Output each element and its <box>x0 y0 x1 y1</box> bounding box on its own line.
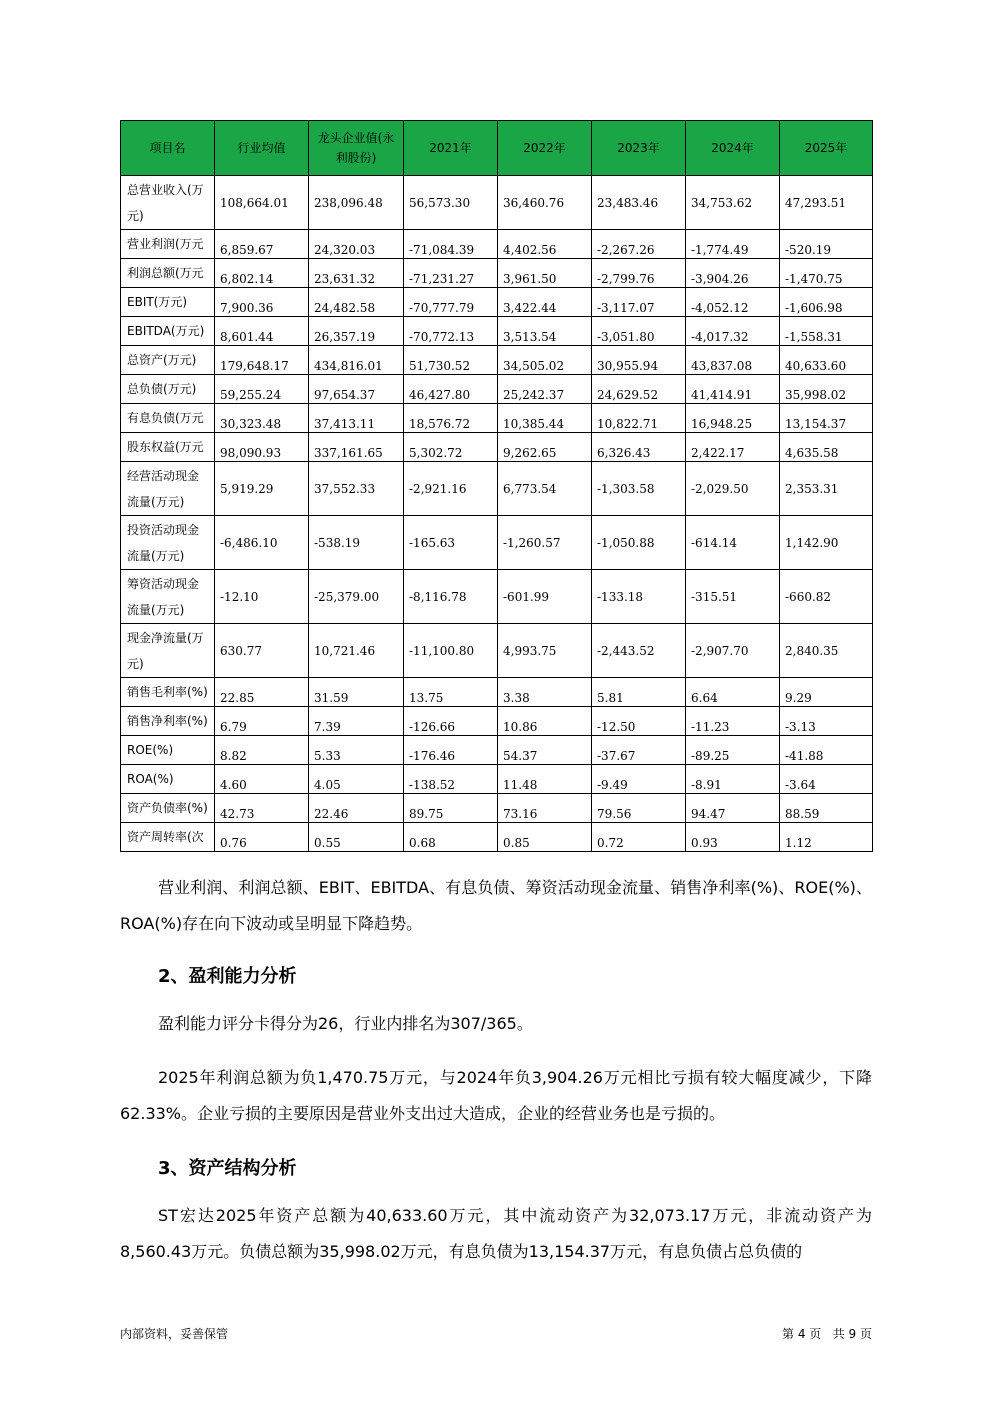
table-cell: 34,753.62 <box>686 176 780 230</box>
table-row <box>121 462 873 516</box>
table-cell: -165.63 <box>404 516 498 570</box>
table-cell: -520.19 <box>780 230 873 259</box>
table-cell: -37.67 <box>592 736 686 765</box>
table-cell: 10.86 <box>498 707 592 736</box>
table-cell: 6.79 <box>215 707 309 736</box>
table-cell: -3,904.26 <box>686 259 780 288</box>
header-year-2022: 2022年 <box>498 121 592 176</box>
table-cell: -41.88 <box>780 736 873 765</box>
table-cell: -315.51 <box>686 570 780 624</box>
financial-indicator-table <box>120 120 873 852</box>
header-year-2024: 2024年 <box>686 121 780 176</box>
table-cell: 7,900.36 <box>215 288 309 317</box>
table-row <box>121 570 873 624</box>
table-cell: 4,993.75 <box>498 624 592 678</box>
table-cell: 24,629.52 <box>592 375 686 404</box>
table-cell: 30,323.48 <box>215 404 309 433</box>
table-cell: 94.47 <box>686 794 780 823</box>
row-label: 现金净流量(万元) <box>121 624 215 678</box>
table-cell: 31.59 <box>309 678 404 707</box>
table-cell: 3,961.50 <box>498 259 592 288</box>
table-cell: 6,802.14 <box>215 259 309 288</box>
table-cell: 434,816.01 <box>309 346 404 375</box>
table-row <box>121 259 873 288</box>
table-cell: 2,840.35 <box>780 624 873 678</box>
table-cell: 56,573.30 <box>404 176 498 230</box>
table-cell: 108,664.01 <box>215 176 309 230</box>
table-cell: -70,777.79 <box>404 288 498 317</box>
row-label: 资产周转率(次 <box>121 823 215 852</box>
table-cell: 42.73 <box>215 794 309 823</box>
table-cell: 89.75 <box>404 794 498 823</box>
table-cell: -601.99 <box>498 570 592 624</box>
table-cell: -3.13 <box>780 707 873 736</box>
table-cell: -89.25 <box>686 736 780 765</box>
table-cell: 3,513.54 <box>498 317 592 346</box>
table-cell: -11.23 <box>686 707 780 736</box>
table-cell: -1,470.75 <box>780 259 873 288</box>
table-cell: 30,955.94 <box>592 346 686 375</box>
table-cell: -2,799.76 <box>592 259 686 288</box>
table-cell: -126.66 <box>404 707 498 736</box>
table-cell: -176.46 <box>404 736 498 765</box>
table-cell: 1.12 <box>780 823 873 852</box>
table-cell: -8,116.78 <box>404 570 498 624</box>
table-cell: -538.19 <box>309 516 404 570</box>
table-cell: 22.46 <box>309 794 404 823</box>
row-label: ROE(%) <box>121 736 215 765</box>
row-label: 销售净利率(%) <box>121 707 215 736</box>
table-cell: 5.33 <box>309 736 404 765</box>
row-label: 经营活动现金流量(万元) <box>121 462 215 516</box>
table-cell: 26,357.19 <box>309 317 404 346</box>
table-cell: -4,052.12 <box>686 288 780 317</box>
table-cell: 9.29 <box>780 678 873 707</box>
table-cell: 337,161.65 <box>309 433 404 462</box>
table-cell: 0.68 <box>404 823 498 852</box>
table-cell: 10,721.46 <box>309 624 404 678</box>
table-row <box>121 230 873 259</box>
table-cell: 8.82 <box>215 736 309 765</box>
table-cell: -3.64 <box>780 765 873 794</box>
table-cell: -11,100.80 <box>404 624 498 678</box>
table-cell: 6.64 <box>686 678 780 707</box>
table-cell: 5.81 <box>592 678 686 707</box>
table-cell: 179,648.17 <box>215 346 309 375</box>
table-cell: 11.48 <box>498 765 592 794</box>
table-cell: 238,096.48 <box>309 176 404 230</box>
profit-analysis-paragraph: 2025年利润总额为负1,470.75万元，与2024年负3,904.26万元相比亏损有较大幅度减少，下降62.33%。企业亏损的主要原因是营业外支出过大造成，企业的经营业务也是亏损的。 <box>120 1068 872 1123</box>
table-cell: -1,050.88 <box>592 516 686 570</box>
row-label: 筹资活动现金流量(万元) <box>121 570 215 624</box>
profitability-score-paragraph: 盈利能力评分卡得分为26，行业内排名为307/365。 <box>158 1014 533 1033</box>
section-heading-profitability: 2、盈利能力分析 <box>158 966 297 987</box>
table-cell: -2,921.16 <box>404 462 498 516</box>
table-cell: 18,576.72 <box>404 404 498 433</box>
table-cell: 13.75 <box>404 678 498 707</box>
table-cell: -138.52 <box>404 765 498 794</box>
table-cell: 46,427.80 <box>404 375 498 404</box>
header-year-2025: 2025年 <box>780 121 873 176</box>
table-cell: 4.60 <box>215 765 309 794</box>
table-cell: -1,303.58 <box>592 462 686 516</box>
table-row <box>121 707 873 736</box>
table-cell: 630.77 <box>215 624 309 678</box>
table-cell: 2,353.31 <box>780 462 873 516</box>
header-industry-average: 行业均值 <box>215 121 309 176</box>
section-heading-asset-structure: 3、资产结构分析 <box>158 1158 297 1179</box>
row-label: ROA(%) <box>121 765 215 794</box>
table-cell: -25,379.00 <box>309 570 404 624</box>
table-cell: 25,242.37 <box>498 375 592 404</box>
table-cell: 23,631.32 <box>309 259 404 288</box>
table-cell: 6,859.67 <box>215 230 309 259</box>
table-cell: 24,482.58 <box>309 288 404 317</box>
table-cell: 73.16 <box>498 794 592 823</box>
table-cell: 10,822.71 <box>592 404 686 433</box>
table-cell: 10,385.44 <box>498 404 592 433</box>
table-cell: -9.49 <box>592 765 686 794</box>
table-cell: -71,231.27 <box>404 259 498 288</box>
table-cell: 36,460.76 <box>498 176 592 230</box>
table-cell: -8.91 <box>686 765 780 794</box>
table-row <box>121 823 873 852</box>
table-cell: 7.39 <box>309 707 404 736</box>
table-row <box>121 736 873 765</box>
table-cell: 0.72 <box>592 823 686 852</box>
table-header-row <box>121 121 873 176</box>
row-label: 销售毛利率(%) <box>121 678 215 707</box>
table-cell: 0.55 <box>309 823 404 852</box>
table-row <box>121 404 873 433</box>
row-label: 有息负债(万元 <box>121 404 215 433</box>
table-cell: 3.38 <box>498 678 592 707</box>
table-cell: 5,302.72 <box>404 433 498 462</box>
table-cell: 13,154.37 <box>780 404 873 433</box>
table-cell: 51,730.52 <box>404 346 498 375</box>
table-cell: 4,635.58 <box>780 433 873 462</box>
table-cell: 79.56 <box>592 794 686 823</box>
row-label: 股东权益(万元 <box>121 433 215 462</box>
row-label: EBIT(万元) <box>121 288 215 317</box>
table-cell: 6,773.54 <box>498 462 592 516</box>
table-cell: 1,142.90 <box>780 516 873 570</box>
table-cell: -71,084.39 <box>404 230 498 259</box>
table-cell: 43,837.08 <box>686 346 780 375</box>
table-cell: 6,326.43 <box>592 433 686 462</box>
table-row <box>121 765 873 794</box>
table-cell: -2,907.70 <box>686 624 780 678</box>
table-cell: 37,552.33 <box>309 462 404 516</box>
row-label: EBITDA(万元) <box>121 317 215 346</box>
table-row <box>121 794 873 823</box>
row-label: 营业利润(万元 <box>121 230 215 259</box>
table-cell: -12.50 <box>592 707 686 736</box>
row-label: 总资产(万元) <box>121 346 215 375</box>
row-label: 利润总额(万元 <box>121 259 215 288</box>
table-cell: 88.59 <box>780 794 873 823</box>
table-cell: 34,505.02 <box>498 346 592 375</box>
table-cell: 0.93 <box>686 823 780 852</box>
table-cell: 3,422.44 <box>498 288 592 317</box>
header-year-2023: 2023年 <box>592 121 686 176</box>
table-cell: 16,948.25 <box>686 404 780 433</box>
table-cell: 0.85 <box>498 823 592 852</box>
table-cell: 5,919.29 <box>215 462 309 516</box>
table-row <box>121 375 873 404</box>
table-row <box>121 288 873 317</box>
row-label: 投资活动现金流量(万元) <box>121 516 215 570</box>
table-cell: -1,774.49 <box>686 230 780 259</box>
table-cell: 41,414.91 <box>686 375 780 404</box>
table-cell: -1,558.31 <box>780 317 873 346</box>
table-row <box>121 678 873 707</box>
trend-paragraph: 营业利润、利润总额、EBIT、EBITDA、有息负债、筹资活动现金流量、销售净利率(%)、ROE(%)、ROA(%)存在向下波动或呈明显下降趋势。 <box>120 878 872 933</box>
table-cell: 4.05 <box>309 765 404 794</box>
table-cell: 8,601.44 <box>215 317 309 346</box>
table-cell: 54.37 <box>498 736 592 765</box>
table-cell: 24,320.03 <box>309 230 404 259</box>
footer-confidential-note: 内部资料，妥善保管 <box>120 1327 229 1341</box>
table-cell: 35,998.02 <box>780 375 873 404</box>
table-cell: 98,090.93 <box>215 433 309 462</box>
table-cell: 37,413.11 <box>309 404 404 433</box>
table-row <box>121 516 873 570</box>
table-row <box>121 176 873 230</box>
table-cell: -70,772.13 <box>404 317 498 346</box>
table-cell: -2,029.50 <box>686 462 780 516</box>
row-label: 总营业收入(万元) <box>121 176 215 230</box>
table-cell: -614.14 <box>686 516 780 570</box>
table-cell: 40,633.60 <box>780 346 873 375</box>
table-cell: 47,293.51 <box>780 176 873 230</box>
table-cell: -3,051.80 <box>592 317 686 346</box>
table-cell: 23,483.46 <box>592 176 686 230</box>
footer-page-number: 第 4 页 共 9 页 <box>782 1327 872 1341</box>
table-row <box>121 624 873 678</box>
table-cell: -2,267.26 <box>592 230 686 259</box>
table-cell: -12.10 <box>215 570 309 624</box>
header-leader-value: 龙头企业值(永利股份) <box>309 121 404 176</box>
table-row <box>121 346 873 375</box>
header-item-name: 项目名 <box>121 121 215 176</box>
table-cell: -3,117.07 <box>592 288 686 317</box>
table-row <box>121 317 873 346</box>
table-cell: 22.85 <box>215 678 309 707</box>
table-cell: -2,443.52 <box>592 624 686 678</box>
header-year-2021: 2021年 <box>404 121 498 176</box>
table-body <box>121 176 873 852</box>
asset-structure-paragraph: ST宏达2025年资产总额为40,633.60万元，其中流动资产为32,073.17万元，非流动资产为8,560.43万元。负债总额为35,998.02万元，有息负债为13,154.37万元，有息负债占总负债的 <box>120 1206 872 1261</box>
table-cell: 59,255.24 <box>215 375 309 404</box>
table-cell: -133.18 <box>592 570 686 624</box>
table-cell: -6,486.10 <box>215 516 309 570</box>
table-row <box>121 433 873 462</box>
table-cell: -1,260.57 <box>498 516 592 570</box>
row-label: 资产负债率(%) <box>121 794 215 823</box>
table-cell: 2,422.17 <box>686 433 780 462</box>
table-cell: 97,654.37 <box>309 375 404 404</box>
table-cell: 4,402.56 <box>498 230 592 259</box>
table-cell: -1,606.98 <box>780 288 873 317</box>
table-cell: 9,262.65 <box>498 433 592 462</box>
table-cell: 0.76 <box>215 823 309 852</box>
table-cell: -4,017.32 <box>686 317 780 346</box>
table-cell: -660.82 <box>780 570 873 624</box>
row-label: 总负债(万元) <box>121 375 215 404</box>
